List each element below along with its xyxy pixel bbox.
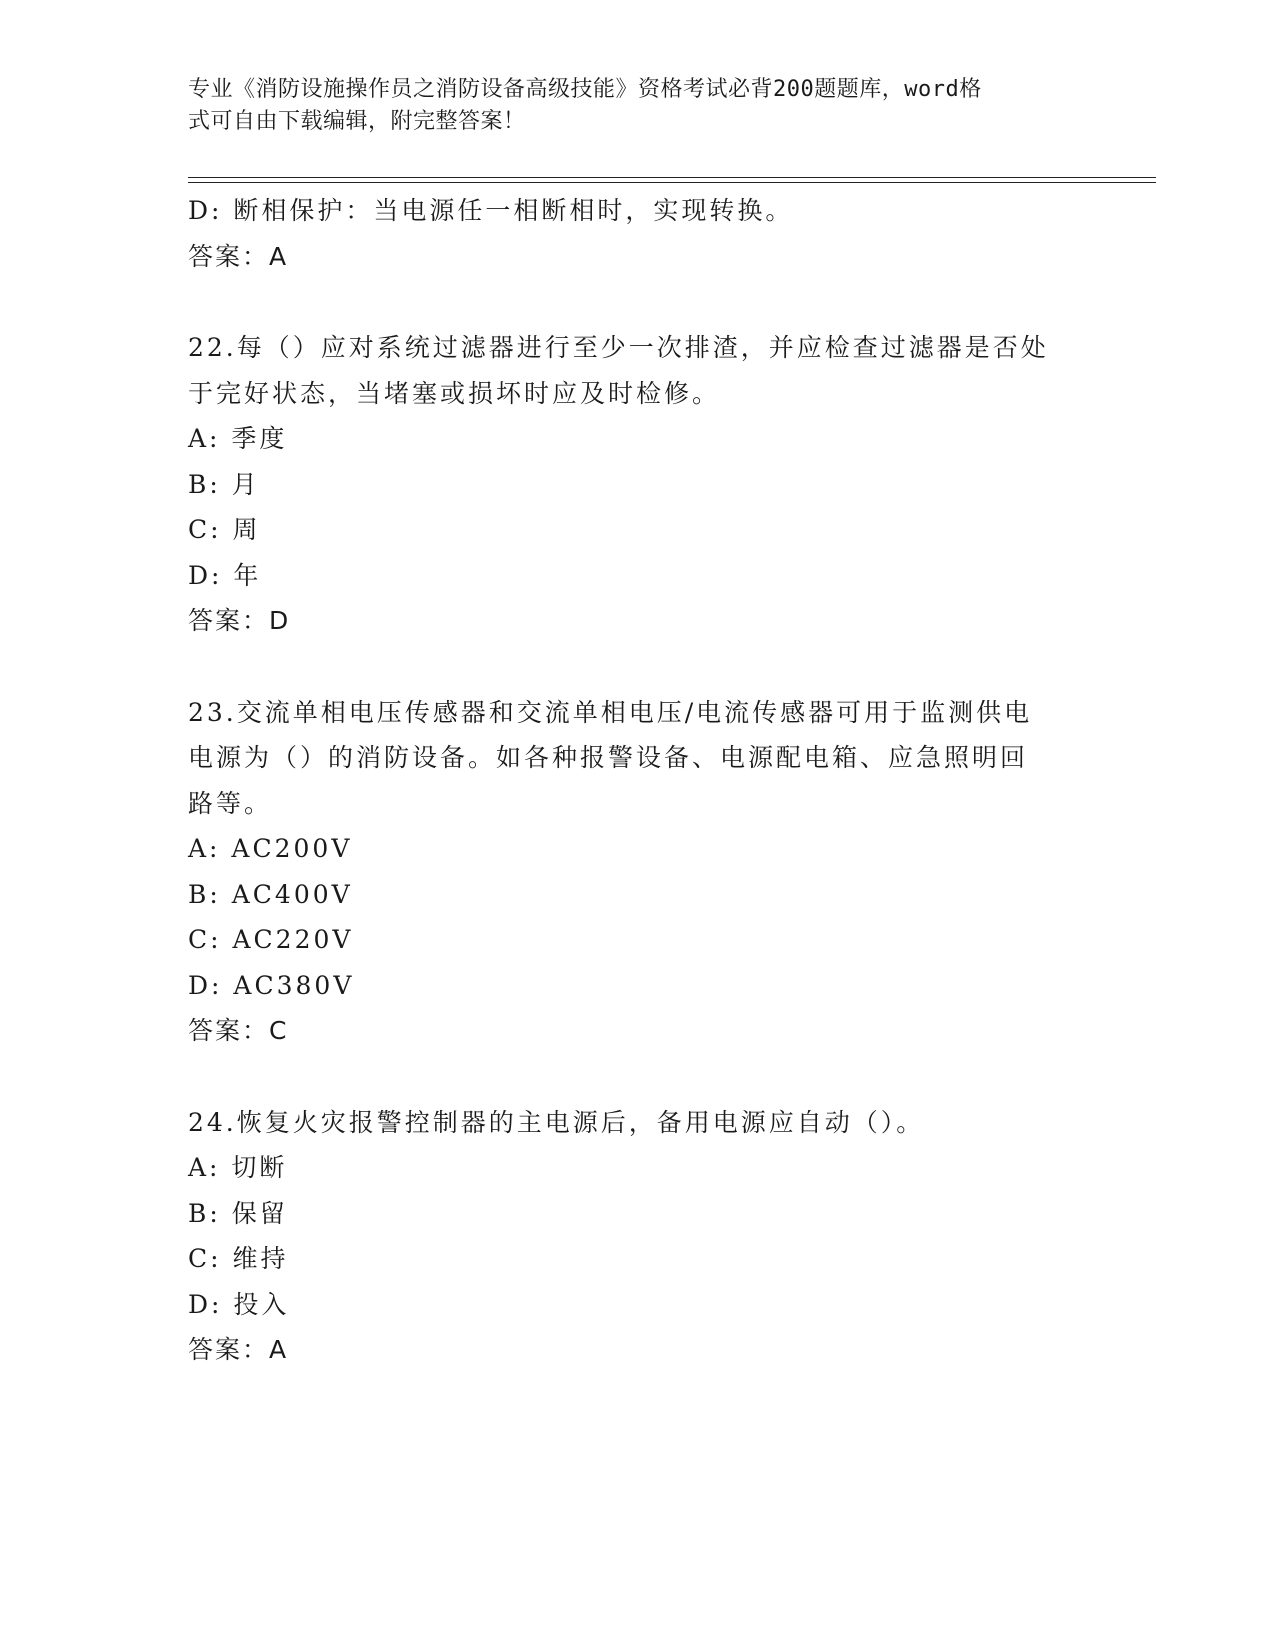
question-22 [188, 325, 1088, 644]
option-c: C: AC220V [188, 925, 354, 954]
answer-line: 答案：C [188, 1016, 289, 1045]
header-divider-bottom [188, 182, 1156, 183]
option-c: C: 周 [188, 515, 261, 544]
question-text [188, 690, 1088, 827]
question-text [188, 325, 1088, 416]
previous-question-tail [188, 188, 1088, 279]
question-text-line: 电源为（）的消防设备。如各种报警设备、电源配电箱、应急照明回 [188, 743, 1029, 772]
question-text-line: 路等。 [188, 788, 273, 818]
question-text [188, 1100, 1088, 1146]
question-24 [188, 1100, 1088, 1373]
option-b: B: 月 [188, 469, 260, 499]
option-d: D: AC380V [188, 970, 355, 1000]
option-d: D: 断相保护：当电源任一相断相时，实现转换。 [188, 196, 794, 225]
answer-line: 答案：A [188, 1335, 289, 1364]
option-a: A: AC200V [188, 834, 353, 863]
question-text-line: 23.交流单相电压传感器和交流单相电压/电流传感器可用于监测供电 [188, 697, 1033, 727]
header-divider-top [188, 177, 1156, 178]
option-d: D: 投入 [188, 1289, 290, 1319]
question-text-line: 于完好状态，当堵塞或损坏时应及时检修。 [188, 378, 721, 408]
question-text-line: 22.每（）应对系统过滤器进行至少一次排渣，并应检查过滤器是否处 [188, 333, 1049, 362]
option-b: B: 保留 [188, 1198, 288, 1228]
answer-line: 答案：D [188, 606, 291, 635]
option-b: B: AC400V [188, 879, 353, 909]
document-header [188, 74, 1068, 138]
option-d: D: 年 [188, 560, 262, 590]
option-c: C: 维持 [188, 1244, 289, 1273]
question-list [188, 188, 1088, 1373]
header-line-1: 专业《消防设施操作员之消防设备高级技能》资格考试必背200题题库，word格 [188, 77, 982, 102]
question-23 [188, 690, 1088, 1054]
question-text-line: 24.恢复火灾报警控制器的主电源后，备用电源应自动（）。 [188, 1107, 925, 1137]
answer-line: 答案：A [188, 241, 289, 271]
option-a: A: 季度 [188, 424, 288, 453]
option-a: A: 切断 [188, 1153, 288, 1182]
header-line-2: 式可自由下载编辑，附完整答案！ [188, 109, 526, 134]
